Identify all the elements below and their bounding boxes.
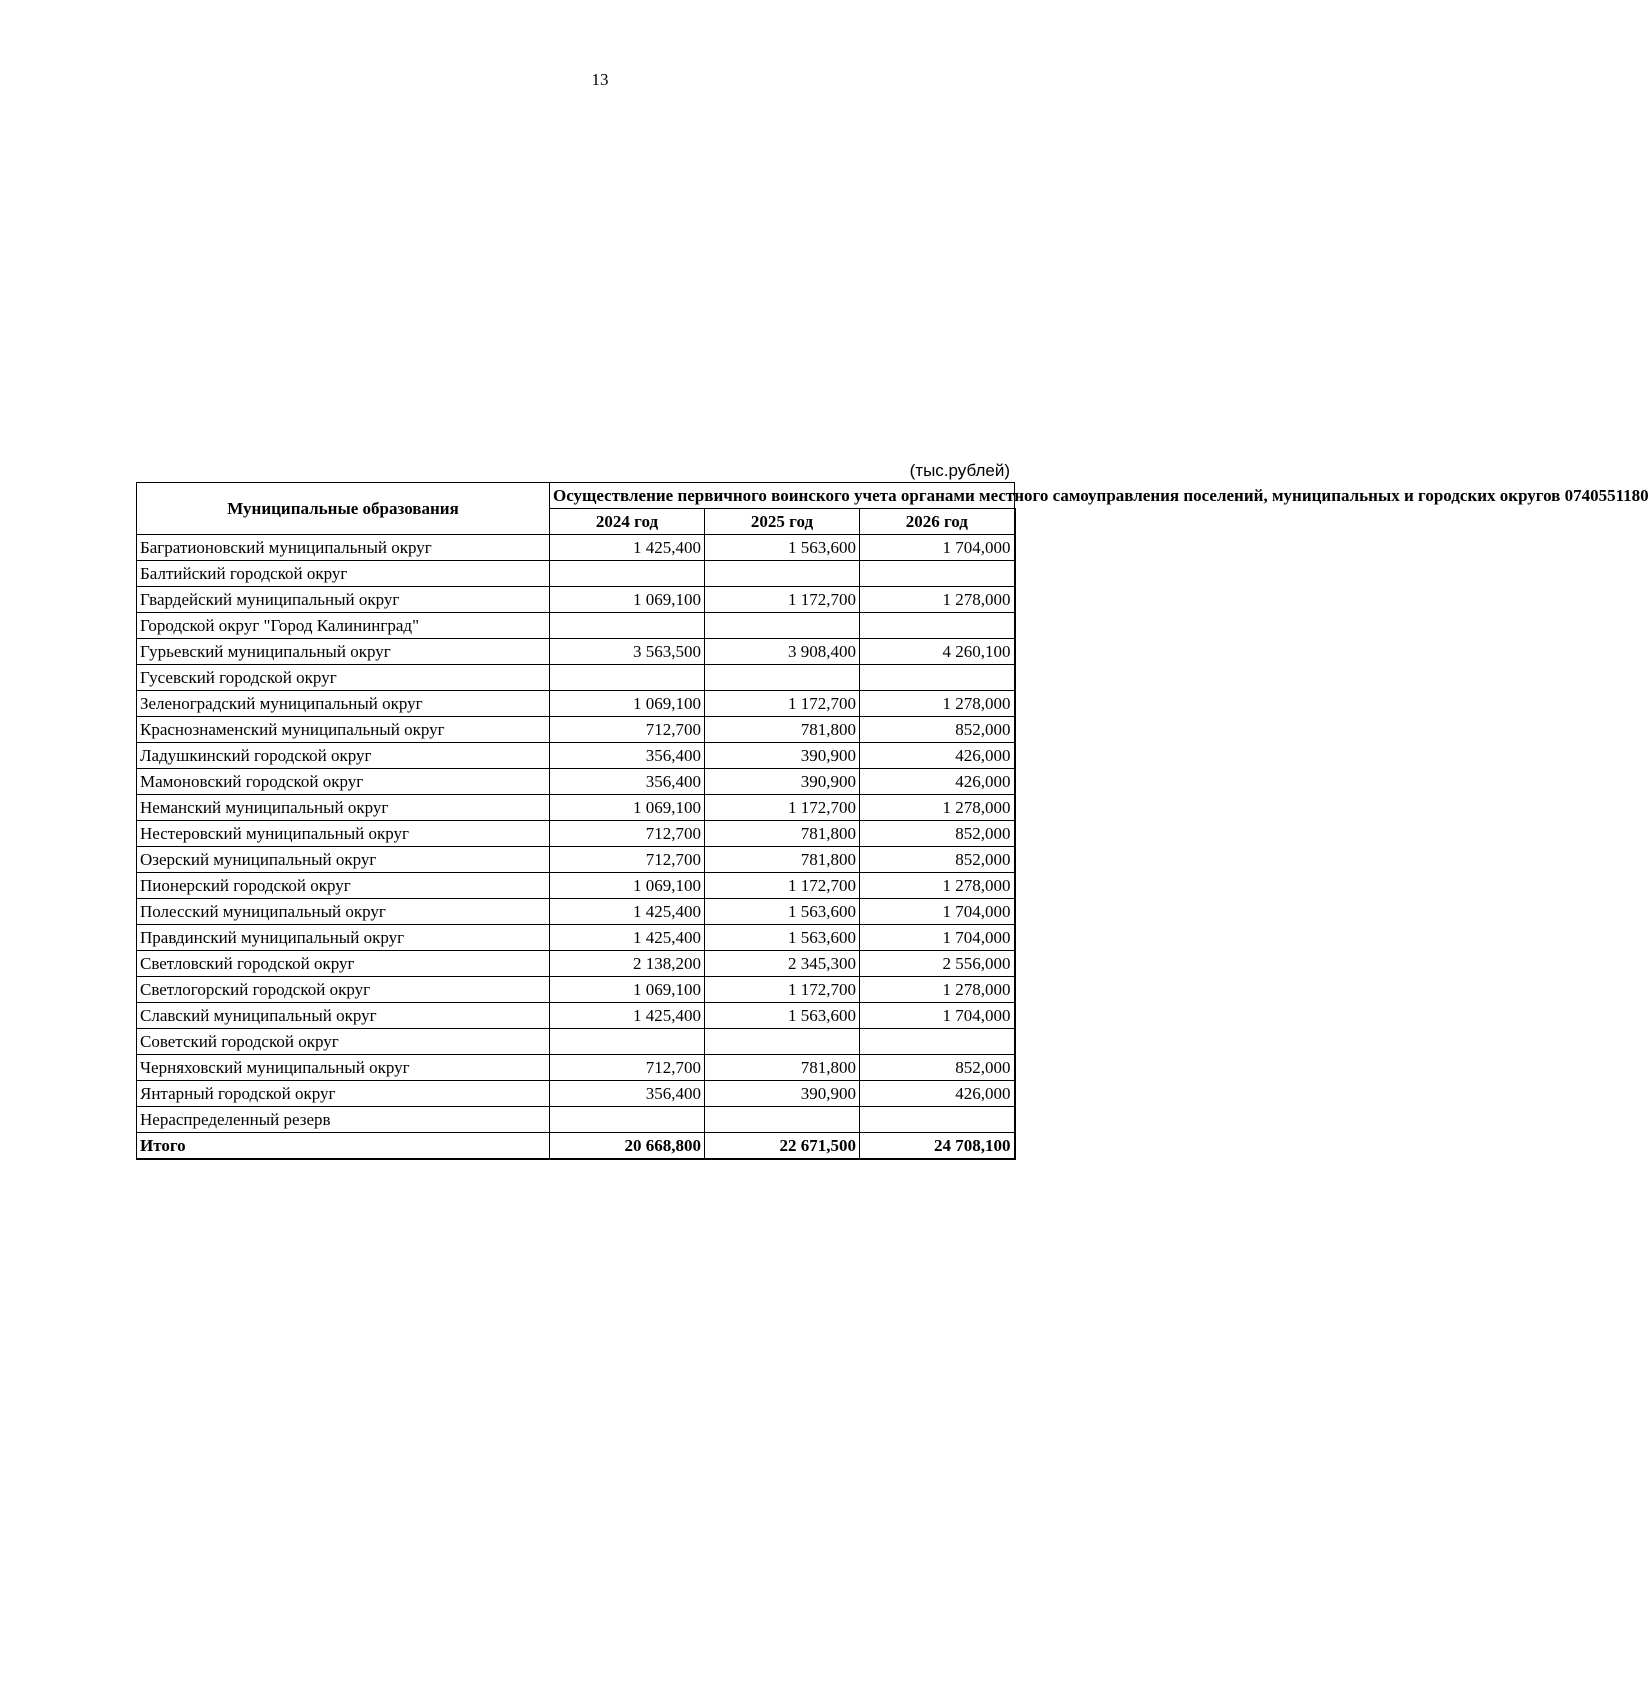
budget-table [136,482,1649,1160]
table-row [137,665,1015,691]
value-2025: 390,900 [705,1081,860,1107]
value-2025: 1 563,600 [705,899,860,925]
value-2024 [550,613,705,639]
table-header [137,483,1649,535]
total-label: Итого [137,1133,550,1160]
value-2026: 426,000 [860,1081,1015,1107]
value-2026: 1 278,000 [860,691,1015,717]
table-row [137,1081,1015,1107]
value-2026: 852,000 [860,847,1015,873]
value-2024: 3 563,500 [550,639,705,665]
value-2024: 1 069,100 [550,795,705,821]
value-2026: 1 704,000 [860,1003,1015,1029]
municipality-name: Советский городской округ [137,1029,550,1055]
value-2026: 1 704,000 [860,899,1015,925]
value-2026 [860,613,1015,639]
value-2024: 1 069,100 [550,977,705,1003]
table-row [137,925,1015,951]
value-2025: 3 908,400 [705,639,860,665]
table-row [137,821,1015,847]
value-2025: 390,900 [705,769,860,795]
municipality-name: Черняховский муниципальный округ [137,1055,550,1081]
value-2026: 1 704,000 [860,925,1015,951]
value-2025: 1 563,600 [705,535,860,561]
municipality-name: Нераспределенный резерв [137,1107,550,1133]
value-2026: 1 704,000 [860,535,1015,561]
municipality-name: Гвардейский муниципальный округ [137,587,550,613]
value-2026: 4 260,100 [860,639,1015,665]
value-2025: 1 172,700 [705,691,860,717]
value-2025: 781,800 [705,1055,860,1081]
total-row [137,1133,1015,1160]
municipality-name: Мамоновский городской округ [137,769,550,795]
municipality-name: Светловский городской округ [137,951,550,977]
value-2024: 1 069,100 [550,691,705,717]
value-2026: 426,000 [860,769,1015,795]
table-row [137,977,1015,1003]
value-2024: 1 425,400 [550,925,705,951]
municipality-name: Полесский муниципальный округ [137,899,550,925]
value-2025: 1 563,600 [705,925,860,951]
table-row [137,717,1015,743]
value-2026: 2 556,000 [860,951,1015,977]
table-row [137,613,1015,639]
municipality-name: Светлогорский городской округ [137,977,550,1003]
table-row [137,769,1015,795]
page-number: 13 [591,70,609,89]
value-2025 [705,613,860,639]
table-row [137,1055,1015,1081]
table-row [137,1003,1015,1029]
value-2024: 1 425,400 [550,899,705,925]
value-2026 [860,665,1015,691]
municipality-name: Багратионовский муниципальный округ [137,535,550,561]
value-2024: 2 138,200 [550,951,705,977]
municipality-name: Ладушкинский городской округ [137,743,550,769]
table-row [137,561,1015,587]
value-2025: 1 172,700 [705,873,860,899]
municipality-name: Краснознаменский муниципальный округ [137,717,550,743]
table-row [137,847,1015,873]
value-2024 [550,665,705,691]
value-2024: 356,400 [550,1081,705,1107]
value-2025: 1 563,600 [705,1003,860,1029]
table-row [137,639,1015,665]
column-header-purpose: Осуществление первичного воинского учета органами местного самоуправления поселений, муниципальных и городских округов 0740551180 [550,483,1015,509]
municipality-name: Гурьевский муниципальный округ [137,639,550,665]
column-header-municipal: Муниципальные образования [137,483,550,535]
value-2026: 1 278,000 [860,873,1015,899]
table-row [137,795,1015,821]
municipality-name: Пионерский городской округ [137,873,550,899]
table-row [137,899,1015,925]
value-2026 [860,561,1015,587]
value-2024 [550,1107,705,1133]
value-2024: 712,700 [550,1055,705,1081]
municipality-name: Неманский муниципальный округ [137,795,550,821]
value-2026: 852,000 [860,1055,1015,1081]
total-value-2025: 22 671,500 [705,1133,860,1160]
value-2026: 1 278,000 [860,977,1015,1003]
value-2025: 1 172,700 [705,795,860,821]
value-2025: 781,800 [705,847,860,873]
value-2024: 356,400 [550,743,705,769]
value-2025: 1 172,700 [705,587,860,613]
column-header-year: 2025 год [705,509,860,535]
value-2024: 712,700 [550,821,705,847]
table-row [137,535,1015,561]
table-row [137,873,1015,899]
column-header-year: 2026 год [860,509,1015,535]
value-2025: 2 345,300 [705,951,860,977]
total-value-2024: 20 668,800 [550,1133,705,1160]
value-2025 [705,1107,860,1133]
municipality-name: Балтийский городской округ [137,561,550,587]
value-2025: 1 172,700 [705,977,860,1003]
total-value-2026: 24 708,100 [860,1133,1015,1160]
table-row [137,691,1015,717]
units-note: (тыс.рублей) [909,461,1010,480]
value-2025: 781,800 [705,821,860,847]
column-header-year: 2024 год [550,509,705,535]
value-2026: 426,000 [860,743,1015,769]
value-2025 [705,1029,860,1055]
table-row [137,587,1015,613]
value-2026 [860,1107,1015,1133]
municipality-name: Янтарный городской округ [137,1081,550,1107]
value-2024 [550,561,705,587]
value-2026: 1 278,000 [860,587,1015,613]
table-row [137,951,1015,977]
municipality-name: Нестеровский муниципальный округ [137,821,550,847]
municipality-name: Зеленоградский муниципальный округ [137,691,550,717]
table-body [137,535,1015,1160]
value-2025 [705,665,860,691]
value-2024: 356,400 [550,769,705,795]
value-2024: 1 425,400 [550,535,705,561]
municipality-name: Озерский муниципальный округ [137,847,550,873]
value-2026: 852,000 [860,821,1015,847]
value-2026 [860,1029,1015,1055]
value-2024: 1 069,100 [550,587,705,613]
value-2025: 390,900 [705,743,860,769]
value-2024: 1 425,400 [550,1003,705,1029]
value-2024: 1 069,100 [550,873,705,899]
value-2024: 712,700 [550,717,705,743]
value-2025 [705,561,860,587]
municipality-name: Славский муниципальный округ [137,1003,550,1029]
value-2024: 712,700 [550,847,705,873]
table-row [137,743,1015,769]
value-2026: 852,000 [860,717,1015,743]
table-row [137,1107,1015,1133]
municipality-name: Правдинский муниципальный округ [137,925,550,951]
municipality-name: Гусевский городской округ [137,665,550,691]
value-2024 [550,1029,705,1055]
municipality-name: Городской округ "Город Калининград" [137,613,550,639]
value-2026: 1 278,000 [860,795,1015,821]
value-2025: 781,800 [705,717,860,743]
table-row [137,1029,1015,1055]
